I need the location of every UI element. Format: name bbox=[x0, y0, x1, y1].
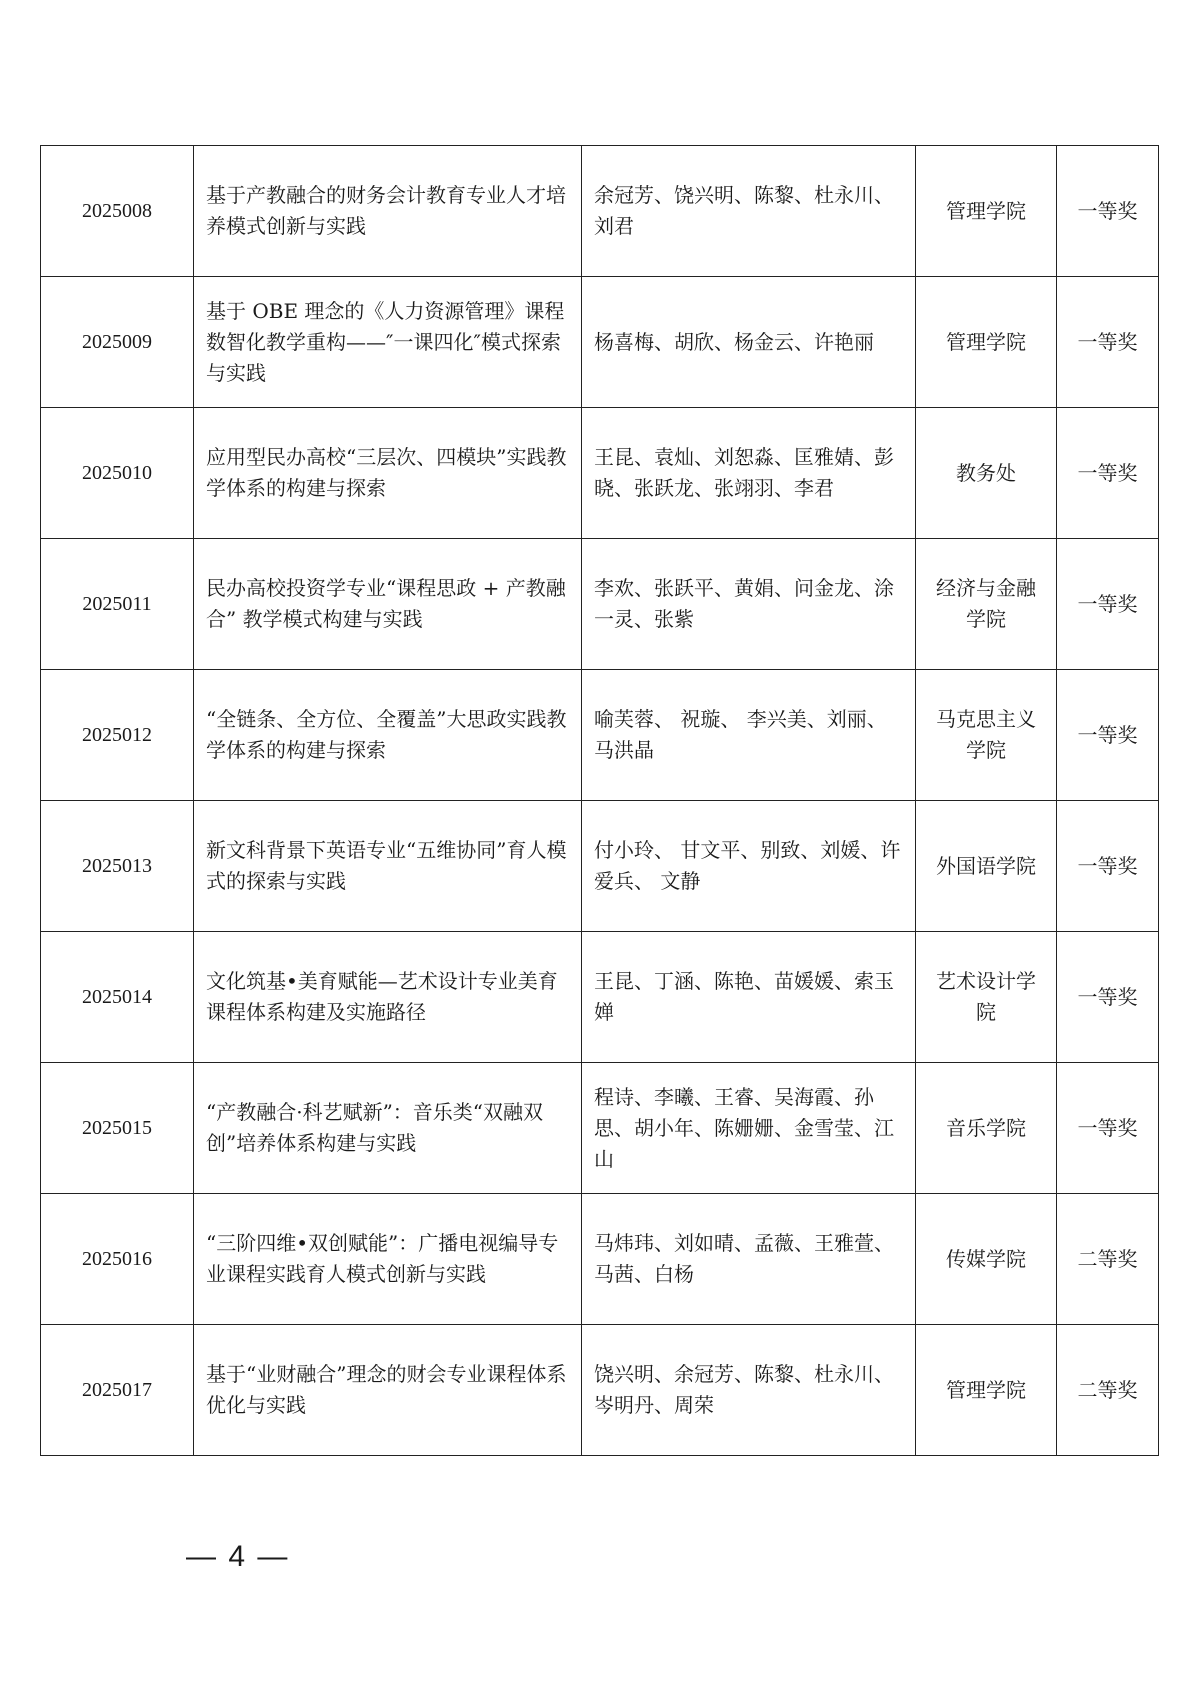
project-id: 2025009 bbox=[41, 277, 194, 408]
project-authors: 王昆、丁涵、陈艳、苗媛媛、索玉婵 bbox=[582, 932, 916, 1063]
project-authors: 余冠芳、饶兴明、陈黎、杜永川、刘君 bbox=[582, 146, 916, 277]
project-title: “产教融合·科艺赋新”：音乐类“双融双创”培养体系构建与实践 bbox=[194, 1063, 582, 1194]
award-level: 二等奖 bbox=[1057, 1194, 1159, 1325]
page-number: — 4 — bbox=[186, 1540, 290, 1573]
project-id: 2025013 bbox=[41, 801, 194, 932]
award-level: 二等奖 bbox=[1057, 1325, 1159, 1456]
project-title: 民办高校投资学专业“课程思政 + 产教融合” 教学模式构建与实践 bbox=[194, 539, 582, 670]
award-level: 一等奖 bbox=[1057, 801, 1159, 932]
project-unit: 马克思主义学院 bbox=[916, 670, 1057, 801]
project-unit: 教务处 bbox=[916, 408, 1057, 539]
project-unit: 外国语学院 bbox=[916, 801, 1057, 932]
project-id: 2025014 bbox=[41, 932, 194, 1063]
project-title: “全链条、全方位、全覆盖”大思政实践教学体系的构建与探索 bbox=[194, 670, 582, 801]
project-unit: 管理学院 bbox=[916, 277, 1057, 408]
awards-table-body bbox=[41, 146, 1159, 1456]
table-row bbox=[41, 670, 1159, 801]
project-id: 2025015 bbox=[41, 1063, 194, 1194]
project-authors: 饶兴明、余冠芳、陈黎、杜永川、岑明丹、周荣 bbox=[582, 1325, 916, 1456]
project-authors: 马炜玮、刘如晴、孟薇、王雅萱、马茜、白杨 bbox=[582, 1194, 916, 1325]
award-level: 一等奖 bbox=[1057, 932, 1159, 1063]
project-authors: 付小玲、 甘文平、别致、刘媛、许爱兵、 文静 bbox=[582, 801, 916, 932]
project-id: 2025012 bbox=[41, 670, 194, 801]
project-authors: 杨喜梅、胡欣、杨金云、许艳丽 bbox=[582, 277, 916, 408]
project-unit: 管理学院 bbox=[916, 146, 1057, 277]
project-id: 2025016 bbox=[41, 1194, 194, 1325]
project-title: 文化筑基•美育赋能—艺术设计专业美育课程体系构建及实施路径 bbox=[194, 932, 582, 1063]
award-level: 一等奖 bbox=[1057, 1063, 1159, 1194]
project-id: 2025017 bbox=[41, 1325, 194, 1456]
project-unit: 经济与金融学院 bbox=[916, 539, 1057, 670]
table-row bbox=[41, 932, 1159, 1063]
table-row bbox=[41, 1063, 1159, 1194]
project-authors: 喻芙蓉、 祝璇、 李兴美、刘丽、马洪晶 bbox=[582, 670, 916, 801]
project-authors: 李欢、张跃平、黄娟、问金龙、涂一灵、张紫 bbox=[582, 539, 916, 670]
award-level: 一等奖 bbox=[1057, 146, 1159, 277]
project-unit: 音乐学院 bbox=[916, 1063, 1057, 1194]
project-id: 2025011 bbox=[41, 539, 194, 670]
project-title: 基于产教融合的财务会计教育专业人才培养模式创新与实践 bbox=[194, 146, 582, 277]
project-id: 2025010 bbox=[41, 408, 194, 539]
table-row bbox=[41, 408, 1159, 539]
project-title: 基于 OBE 理念的《人力资源管理》课程数智化教学重构——″一课四化″模式探索与实践 bbox=[194, 277, 582, 408]
award-level: 一等奖 bbox=[1057, 408, 1159, 539]
award-level: 一等奖 bbox=[1057, 670, 1159, 801]
award-level: 一等奖 bbox=[1057, 539, 1159, 670]
table-row bbox=[41, 539, 1159, 670]
project-title: 新文科背景下英语专业“五维协同”育人模式的探索与实践 bbox=[194, 801, 582, 932]
project-unit: 艺术设计学院 bbox=[916, 932, 1057, 1063]
project-unit: 传媒学院 bbox=[916, 1194, 1057, 1325]
table-row bbox=[41, 801, 1159, 932]
project-authors: 程诗、李曦、王睿、吴海霞、孙思、胡小年、陈姗姗、金雪莹、江山 bbox=[582, 1063, 916, 1194]
awards-table bbox=[40, 145, 1159, 1456]
project-title: “三阶四维•双创赋能”：广播电视编导专业课程实践育人模式创新与实践 bbox=[194, 1194, 582, 1325]
table-row bbox=[41, 146, 1159, 277]
table-row bbox=[41, 1194, 1159, 1325]
table-row bbox=[41, 277, 1159, 408]
project-title: 基于“业财融合”理念的财会专业课程体系优化与实践 bbox=[194, 1325, 582, 1456]
award-level: 一等奖 bbox=[1057, 277, 1159, 408]
project-id: 2025008 bbox=[41, 146, 194, 277]
project-unit: 管理学院 bbox=[916, 1325, 1057, 1456]
project-title: 应用型民办高校“三层次、四模块”实践教学体系的构建与探索 bbox=[194, 408, 582, 539]
project-authors: 王昆、袁灿、刘恕淼、匡雅婧、彭晓、张跃龙、张翊羽、李君 bbox=[582, 408, 916, 539]
table-row bbox=[41, 1325, 1159, 1456]
